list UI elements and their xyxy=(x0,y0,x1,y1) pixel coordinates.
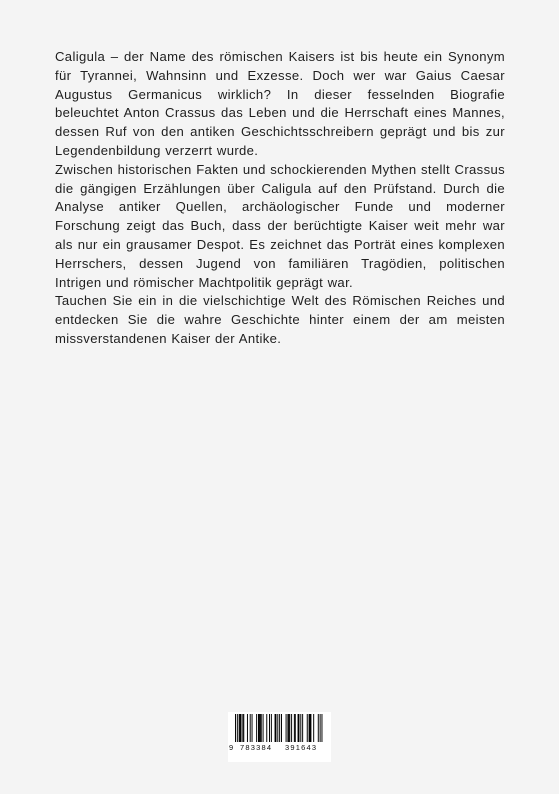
barcode-bar xyxy=(247,714,248,743)
barcode-bar xyxy=(287,714,288,743)
blurb-paragraph-3: Tauchen Sie ein in die vielschichtige Welt des Römischen Reiches und entdecken Sie die wahre Geschichte hinter einem der am meisten missverstandenen Kaiser der Antike. xyxy=(55,293,505,346)
barcode-bar xyxy=(271,714,272,743)
barcode-bar xyxy=(291,714,292,743)
barcode-bar xyxy=(250,714,251,743)
barcode-bar xyxy=(242,714,243,743)
barcode-bar xyxy=(269,714,270,743)
barcode-bar xyxy=(286,714,287,743)
barcode-bar xyxy=(240,714,241,743)
barcode-bar xyxy=(263,714,264,743)
barcode-bar xyxy=(294,714,295,743)
barcode-bar xyxy=(256,714,257,743)
barcode-bar xyxy=(252,714,253,743)
barcode-right-group: 391643 xyxy=(285,743,318,752)
blurb-text xyxy=(55,48,505,349)
barcode-bar xyxy=(298,714,299,743)
barcode-bar xyxy=(243,714,244,743)
barcode-bar xyxy=(239,714,240,743)
barcode-bar xyxy=(275,714,276,743)
barcode-bar xyxy=(241,714,242,743)
barcode-bar xyxy=(309,714,310,743)
barcode-bar xyxy=(310,714,311,743)
barcode-bar xyxy=(260,714,261,743)
barcode-digits xyxy=(228,742,331,754)
barcode-bar xyxy=(266,714,267,743)
barcode-bar xyxy=(295,714,296,743)
barcode-bar xyxy=(281,714,282,743)
barcode-left-group: 783384 xyxy=(240,743,273,752)
barcode-bar xyxy=(302,714,303,743)
blurb-paragraph-1: Caligula – der Name des römischen Kaisers ist bis heute ein Synonym für Tyrannei, Wahnsinn und Exzesse. Doch wer war Gaius Caesar Augustus Germanicus wirklich? In dieser fesselnden Biografie beleuchtet Anton Crassus das Leben und die Herrschaft eines Mannes, dessen Ruf von den antiken Geschichtsschreibern geprägt und bis zur Legendenbildung verzerrt wurde. xyxy=(55,49,505,158)
barcode-bar xyxy=(300,714,301,743)
barcode-first-digit: 9 xyxy=(229,743,234,752)
barcode-bar xyxy=(258,714,259,743)
barcode-bar xyxy=(275,714,276,743)
barcode-bar xyxy=(261,714,262,743)
barcode-bar xyxy=(288,714,289,743)
barcode-bar xyxy=(310,714,311,743)
barcode-bar xyxy=(318,714,319,743)
blurb-paragraph-2: Zwischen historischen Fakten und schockierenden Mythen stellt Crassus die gängigen Erzählungen über Caligula auf den Prüfstand. Durch die Analyse antiker Quellen, archäologischer Funde und moderner Forschung zeigt das Buch, dass der berüchtigte Kaiser weit mehr war als nur ein grausamer Despot. Es zeichnet das Porträt eines komplexen Herrschers, dessen Jugend von familiären Tragödien, politischen Intrigen und römischer Machtpolitik geprägt war. xyxy=(55,161,505,290)
barcode-bar xyxy=(307,714,308,743)
barcode-bar xyxy=(289,714,290,743)
isbn-barcode xyxy=(228,712,331,762)
barcode-bar xyxy=(313,714,314,743)
barcode-bar xyxy=(298,714,299,743)
barcode-bar xyxy=(259,714,260,743)
